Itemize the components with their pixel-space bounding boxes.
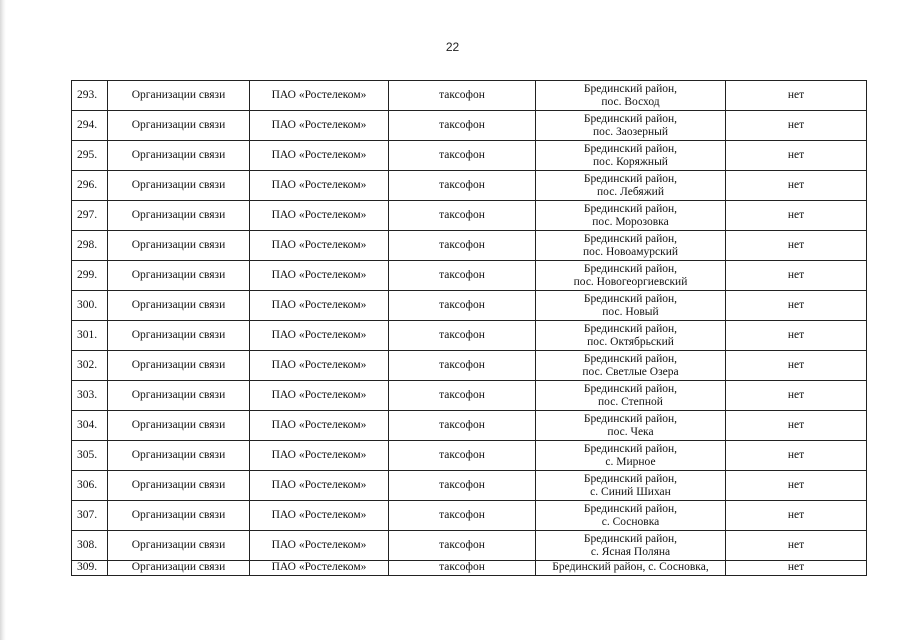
table-row: [72, 111, 867, 141]
row-category: Организации связи: [108, 501, 250, 531]
address-line-1: Брединский район,: [583, 232, 678, 245]
row-address: [536, 381, 726, 411]
row-owner: ПАО «Ростелеком»: [250, 441, 389, 471]
table-row: [72, 171, 867, 201]
row-owner: ПАО «Ростелеком»: [250, 351, 389, 381]
row-owner: ПАО «Ростелеком»: [250, 171, 389, 201]
row-category: Организации связи: [108, 561, 250, 576]
address-line-1: Брединский район,: [583, 202, 678, 215]
row-object: таксофон: [389, 471, 536, 501]
row-owner: ПАО «Ростелеком»: [250, 231, 389, 261]
row-number: 309.: [72, 561, 108, 576]
row-value: нет: [726, 351, 867, 381]
row-category: Организации связи: [108, 171, 250, 201]
row-value: нет: [726, 261, 867, 291]
row-address: [536, 171, 726, 201]
row-category: Организации связи: [108, 411, 250, 441]
address-line-2: с. Мирное: [605, 455, 656, 468]
address-line-2: пос. Новогеоргиевский: [573, 275, 688, 288]
scan-edge: [0, 0, 6, 640]
address-line-2: пос. Степной: [598, 395, 663, 408]
register-table-body: [72, 81, 867, 576]
row-category: Организации связи: [108, 81, 250, 111]
row-category: Организации связи: [108, 351, 250, 381]
row-number: 307.: [72, 501, 108, 531]
row-number: 302.: [72, 351, 108, 381]
address-line-1: Брединский район,: [583, 292, 678, 305]
row-object: таксофон: [389, 261, 536, 291]
address-line-2: с. Сосновка: [601, 515, 660, 528]
row-number: 298.: [72, 231, 108, 261]
row-number: 305.: [72, 441, 108, 471]
table-row: [72, 441, 867, 471]
row-address: [536, 531, 726, 561]
row-object: таксофон: [389, 291, 536, 321]
row-address: [536, 351, 726, 381]
row-number: 308.: [72, 531, 108, 561]
address-line-1: Брединский район,: [583, 82, 678, 95]
table-row: [72, 321, 867, 351]
table-row: [72, 261, 867, 291]
row-value: нет: [726, 141, 867, 171]
address-line-1: Брединский район,: [583, 382, 678, 395]
table-row: [72, 561, 867, 576]
row-value: нет: [726, 531, 867, 561]
address-line-1: Брединский район,: [583, 502, 678, 515]
row-category: Организации связи: [108, 471, 250, 501]
row-object: таксофон: [389, 81, 536, 111]
row-value: нет: [726, 471, 867, 501]
row-object: таксофон: [389, 111, 536, 141]
row-category: Организации связи: [108, 441, 250, 471]
row-object: таксофон: [389, 171, 536, 201]
row-value: нет: [726, 171, 867, 201]
row-number: 297.: [72, 201, 108, 231]
row-value: нет: [726, 381, 867, 411]
row-category: Организации связи: [108, 231, 250, 261]
row-category: Организации связи: [108, 531, 250, 561]
row-address: [536, 501, 726, 531]
row-address: [536, 231, 726, 261]
row-address: [536, 141, 726, 171]
page-number: 22: [445, 40, 460, 54]
address-line-1: Брединский район,: [583, 142, 678, 155]
row-number: 300.: [72, 291, 108, 321]
row-address: [536, 201, 726, 231]
address-line-2: пос. Морозовка: [592, 215, 669, 228]
address-line-2: пос. Октябрьский: [587, 335, 674, 348]
address-line-2: пос. Светлые Озера: [582, 365, 679, 378]
address-line-2: с. Ясная Поляна: [590, 545, 671, 558]
address-line-1: Брединский район,: [583, 112, 678, 125]
row-owner: ПАО «Ростелеком»: [250, 321, 389, 351]
row-object: таксофон: [389, 381, 536, 411]
address-line-1: Брединский район,: [583, 472, 678, 485]
row-owner: ПАО «Ростелеком»: [250, 411, 389, 441]
row-number: 295.: [72, 141, 108, 171]
address-line-1: Брединский район,: [583, 442, 678, 455]
row-owner: ПАО «Ростелеком»: [250, 471, 389, 501]
row-object: таксофон: [389, 231, 536, 261]
row-number: 304.: [72, 411, 108, 441]
row-object: таксофон: [389, 561, 536, 576]
table-row: [72, 141, 867, 171]
row-category: Организации связи: [108, 201, 250, 231]
register-table: [71, 80, 867, 576]
table-row: [72, 411, 867, 441]
row-address: [536, 81, 726, 111]
row-category: Организации связи: [108, 141, 250, 171]
row-number: 293.: [72, 81, 108, 111]
row-value: нет: [726, 561, 867, 576]
address-line-1: Брединский район,: [583, 352, 678, 365]
row-number: 301.: [72, 321, 108, 351]
row-object: таксофон: [389, 441, 536, 471]
row-owner: ПАО «Ростелеком»: [250, 201, 389, 231]
address-line-2: с. Синий Шихан: [590, 485, 671, 498]
row-address: [536, 321, 726, 351]
table-row: [72, 501, 867, 531]
row-owner: ПАО «Ростелеком»: [250, 561, 389, 576]
table-row: [72, 81, 867, 111]
row-category: Организации связи: [108, 381, 250, 411]
row-number: 296.: [72, 171, 108, 201]
address-line-2: пос. Коряжный: [593, 155, 668, 168]
row-address: [536, 291, 726, 321]
row-value: нет: [726, 291, 867, 321]
row-category: Организации связи: [108, 261, 250, 291]
table-row: [72, 381, 867, 411]
address-line-1: Брединский район,: [583, 412, 678, 425]
row-owner: ПАО «Ростелеком»: [250, 141, 389, 171]
row-category: Организации связи: [108, 111, 250, 141]
row-value: нет: [726, 201, 867, 231]
table-row: [72, 231, 867, 261]
row-value: нет: [726, 231, 867, 261]
row-number: 299.: [72, 261, 108, 291]
table-row: [72, 201, 867, 231]
row-value: нет: [726, 411, 867, 441]
row-owner: ПАО «Ростелеком»: [250, 261, 389, 291]
row-object: таксофон: [389, 321, 536, 351]
address-line-2: пос. Лебяжий: [597, 185, 664, 198]
row-object: таксофон: [389, 201, 536, 231]
row-value: нет: [726, 501, 867, 531]
address-line-2: пос. Заозерный: [592, 125, 669, 138]
row-object: таксофон: [389, 531, 536, 561]
table-row: [72, 531, 867, 561]
address-line-2: пос. Чека: [607, 425, 654, 438]
row-owner: ПАО «Ростелеком»: [250, 291, 389, 321]
row-category: Организации связи: [108, 321, 250, 351]
table-row: [72, 291, 867, 321]
row-number: 294.: [72, 111, 108, 141]
address-line-2: пос. Новый: [602, 305, 659, 318]
row-object: таксофон: [389, 501, 536, 531]
table-row: [72, 351, 867, 381]
row-owner: ПАО «Ростелеком»: [250, 111, 389, 141]
row-address: [536, 261, 726, 291]
row-owner: ПАО «Ростелеком»: [250, 81, 389, 111]
address-line-1: Брединский район,: [583, 262, 678, 275]
row-owner: ПАО «Ростелеком»: [250, 531, 389, 561]
row-value: нет: [726, 111, 867, 141]
address-line-1: Брединский район,: [583, 322, 678, 335]
row-number: 306.: [72, 471, 108, 501]
address-line-1: Брединский район,: [583, 172, 678, 185]
row-number: 303.: [72, 381, 108, 411]
row-value: нет: [726, 321, 867, 351]
address-line-1: Брединский район,: [583, 532, 678, 545]
row-category: Организации связи: [108, 291, 250, 321]
row-owner: ПАО «Ростелеком»: [250, 501, 389, 531]
row-value: нет: [726, 441, 867, 471]
address-line-1: Брединский район, с. Сосновка,: [552, 561, 709, 573]
row-address: [536, 411, 726, 441]
table-row: [72, 471, 867, 501]
row-object: таксофон: [389, 411, 536, 441]
row-address: [536, 561, 726, 576]
row-address: [536, 441, 726, 471]
row-owner: ПАО «Ростелеком»: [250, 381, 389, 411]
row-value: нет: [726, 81, 867, 111]
row-object: таксофон: [389, 141, 536, 171]
row-address: [536, 471, 726, 501]
row-object: таксофон: [389, 351, 536, 381]
address-line-2: пос. Восход: [601, 95, 660, 108]
address-line-2: пос. Новоамурский: [582, 245, 679, 258]
row-address: [536, 111, 726, 141]
